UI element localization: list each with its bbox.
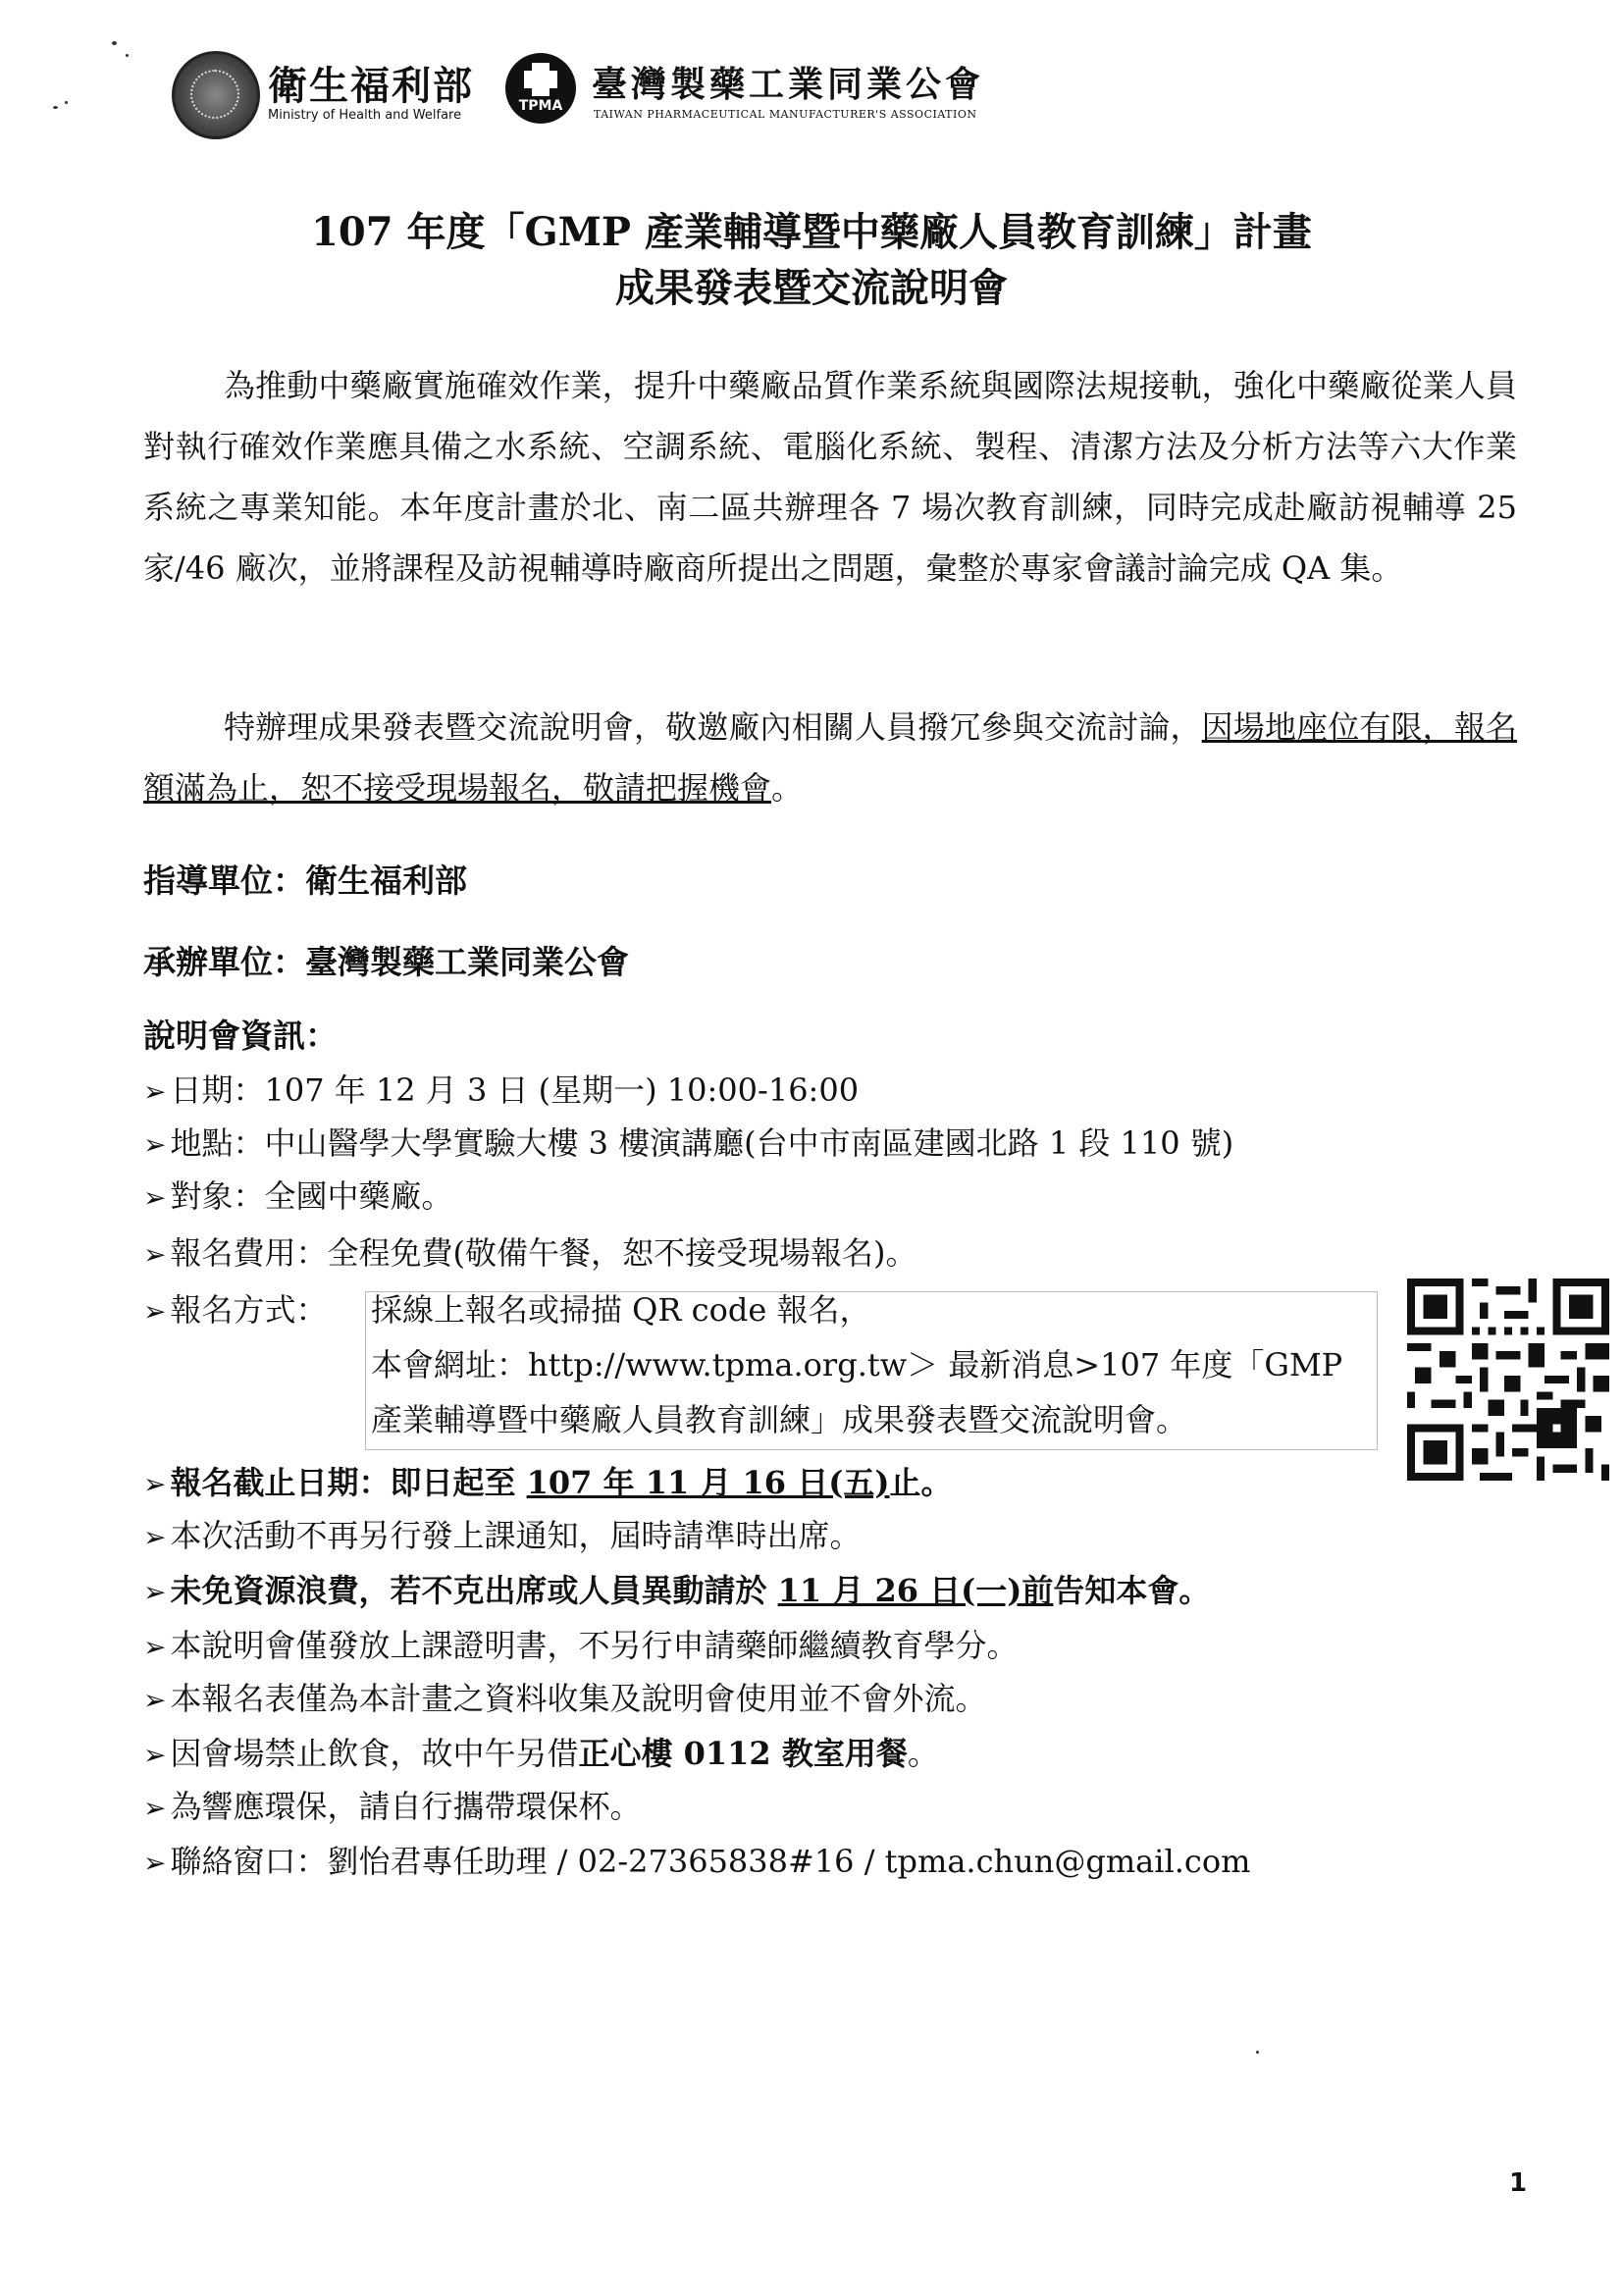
mohw-seal-icon (172, 51, 260, 139)
scan-speck (1256, 2051, 1259, 2054)
organizing-unit: 承辦單位：臺灣製藥工業同業公會 (143, 943, 629, 981)
arrow-icon: ➢ (143, 1468, 167, 1500)
mohw-english-name: Ministry of Health and Welfare (268, 108, 462, 123)
list-item-date: ➢ 日期：107 年 12 月 3 日 (星期一) 10:00-16:00 (143, 1071, 860, 1109)
scan-speck (112, 41, 117, 45)
notify-deadline-date: 11 月 26 日(一)前 (777, 1572, 1054, 1609)
list-item-fee: ➢ 報名費用：全程免費(敬備午餐，恕不接受現場報名)。 (143, 1234, 917, 1272)
list-item-notice-2: ➢ 未免資源浪費，若不克出席或人員異動請於 11 月 26 日(一)前告知本會。 (143, 1572, 1211, 1609)
deadline-date: 107 年 11 月 16 日(五) (526, 1464, 890, 1501)
intro-paragraph-2: 特辦理成果發表暨交流說明會，敬邀廠內相關人員撥冗參與交流討論，因場地座位有限，報名額滿為止，恕不接受現場報名，敬請把握機會。 (143, 708, 1517, 807)
document-title: 107 年度「GMP 產業輔導暨中藥廠人員教育訓練」計畫 (311, 209, 1312, 255)
list-item-notice-6: ➢ 為響應環保，請自行攜帶環保杯。 (143, 1788, 642, 1825)
tpma-english-name: TAIWAN PHARMACEUTICAL MANUFACTURER'S ASSOCIATION (594, 108, 977, 121)
scan-speck (53, 106, 58, 109)
list-item-notice-4: ➢ 本報名表僅為本計畫之資料收集及說明會使用並不會外流。 (143, 1680, 987, 1717)
arrow-icon: ➢ (143, 1238, 167, 1271)
limited-seats-notice: 因場地座位有限，報名額滿為止，恕不接受現場報名，敬請把握機會 (143, 708, 1517, 807)
arrow-icon: ➢ (143, 1847, 167, 1879)
intro-paragraph-1: 為推動中藥廠實施確效作業，提升中藥廠品質作業系統與國際法規接軌，強化中藥廠從業人員對執行確效作業應具備之水系統、空調系統、電腦化系統、製程、清潔方法及分析方法等六大作業系統之專業知能。本年度計畫於北、南二區共辦理各 7 場次教育訓練，同時完成赴廠訪視輔導 25 家/46 廠次，並將課程及訪視輔導時廠商所提出之問題，彙整於專家會議討論完成 QA 集。 (143, 367, 1517, 587)
lunch-room: 正心樓 0112 教室用餐 (578, 1735, 908, 1772)
registration-website-link[interactable]: 本會網址：http://www.tpma.org.tw＞ 最新消息>107 年度「GMP (371, 1346, 1343, 1383)
list-item-notice-1: ➢ 本次活動不再另行發上課通知，屆時請準時出席。 (143, 1517, 862, 1554)
list-item-notice-3: ➢ 本說明會僅發放上課證明書，不另行申請藥師繼續教育學分。 (143, 1627, 1019, 1664)
arrow-icon: ➢ (143, 1181, 167, 1214)
arrow-icon: ➢ (143, 1295, 167, 1328)
tpma-logo-icon (505, 53, 576, 124)
arrow-icon: ➢ (143, 1128, 167, 1161)
supervising-unit: 指導單位：衛生福利部 (143, 861, 467, 900)
info-heading: 說明會資訊： (143, 1017, 338, 1055)
arrow-icon: ➢ (143, 1684, 167, 1716)
list-item-location: ➢ 地點：中山醫學大學實驗大樓 3 樓演講廳(台中市南區建國北路 1 段 110 號) (143, 1124, 1234, 1162)
registration-method-line-1: 採線上報名或掃描 QR code 報名， (371, 1291, 871, 1329)
scan-speck (65, 101, 68, 104)
list-item-audience: ➢ 對象：全國中藥廠。 (143, 1177, 453, 1215)
arrow-icon: ➢ (143, 1075, 167, 1108)
qr-code-icon[interactable] (1407, 1278, 1609, 1481)
list-item-registration-method: ➢ 報名方式： (143, 1291, 328, 1329)
scan-speck (126, 54, 129, 57)
page-number: 1 (1509, 2168, 1528, 2198)
arrow-icon: ➢ (143, 1521, 167, 1553)
mohw-name: 衛生福利部 (268, 64, 474, 109)
list-item-deadline: ➢ 報名截止日期：即日起至 107 年 11 月 16 日(五)止。 (143, 1464, 953, 1501)
tpma-name: 臺灣製藥工業同業公會 (592, 64, 985, 105)
registration-method-line-3: 產業輔導暨中藥廠人員教育訓練」成果發表暨交流說明會。 (371, 1401, 1188, 1438)
arrow-icon: ➢ (143, 1739, 167, 1771)
arrow-icon: ➢ (143, 1631, 167, 1663)
list-item-contact: ➢ 聯絡窗口：劉怡君專任助理 / 02-27365838#16 / tpma.chun@gmail.com (143, 1843, 1251, 1880)
document-subtitle: 成果發表暨交流說明會 (615, 265, 1008, 311)
list-item-notice-5: ➢ 因會場禁止飲食，故中午另借正心樓 0112 教室用餐。 (143, 1735, 939, 1772)
arrow-icon: ➢ (143, 1792, 167, 1824)
header-logos (172, 47, 1055, 135)
tpma-logo-text: TPMA (518, 98, 563, 114)
arrow-icon: ➢ (143, 1576, 167, 1608)
